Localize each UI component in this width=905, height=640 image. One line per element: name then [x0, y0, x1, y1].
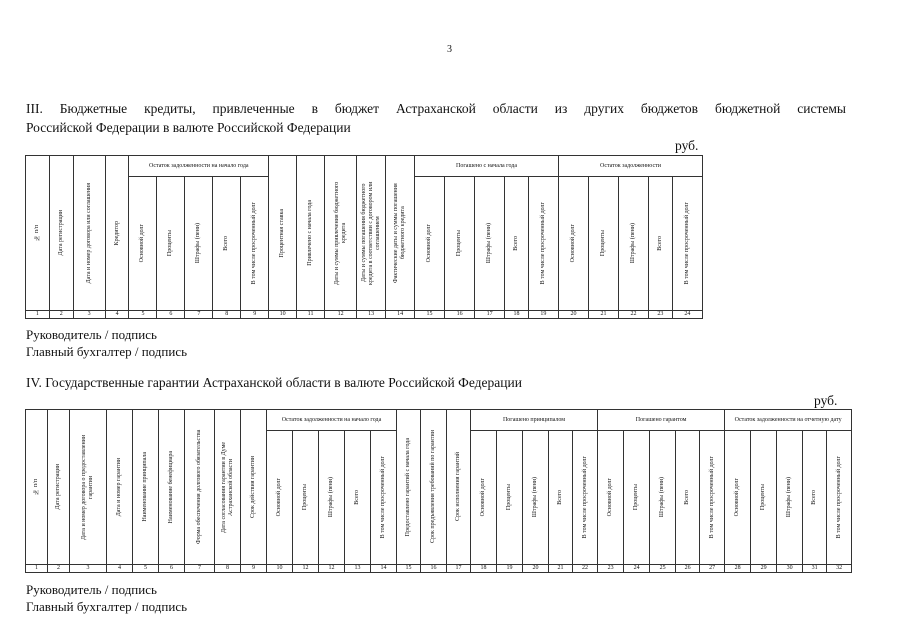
s4-g3-interest: Проценты	[624, 431, 650, 565]
s3-g2-principal: Основной долг	[415, 177, 445, 311]
s4-g1-principal: Основной долг	[267, 431, 293, 565]
s4-header-repaid-guarantor: Погашено гарантом	[598, 410, 725, 431]
column-number-cell: 13	[357, 311, 386, 319]
s3-header-balance: Остаток задолженности	[558, 156, 702, 177]
s4-g3-principal: Основной долг	[598, 431, 624, 565]
s4-g1-overdue: В том числе просроченный долг	[371, 431, 397, 565]
s3-g2-penalties: Штрафы (пени)	[475, 177, 505, 311]
s4-header-principal-name: Наименование принципала	[133, 410, 159, 565]
s4-signature-accountant: Главный бухгалтер / подпись	[26, 599, 188, 614]
s3-header-agreement: Дата и номер договора или соглашения	[73, 156, 105, 311]
column-number-cell: 3	[73, 311, 105, 319]
s4-g4-interest: Проценты	[751, 431, 777, 565]
column-number-cell: 31	[803, 565, 827, 573]
column-number-cell: 12	[319, 565, 345, 573]
s3-header-attraction-dates: Даты и суммы привлечения бюджетного кредита	[325, 156, 357, 311]
s3-header-num: № п/п	[26, 156, 50, 311]
s4-header-registration-date: Дата регистрации	[48, 410, 70, 565]
s4-header-agreement: Дата и номер договора о предоставлении гарантии	[70, 410, 107, 565]
s4-header-provided: Предоставлено гарантий с начала года	[397, 410, 421, 565]
s3-g1-total: Всего	[213, 177, 241, 311]
s4-g2-principal: Основной долг	[471, 431, 497, 565]
column-number-cell: 17	[447, 565, 471, 573]
s4-header-beneficiary: Наименование бенефициара	[159, 410, 185, 565]
section4-unit: руб.	[814, 393, 838, 408]
column-number-cell: 13	[345, 565, 371, 573]
column-number-cell: 23	[598, 565, 624, 573]
s3-header-attracted: Привлечено с начала года	[297, 156, 325, 311]
column-number-cell: 16	[445, 311, 475, 319]
column-number-cell: 8	[215, 565, 241, 573]
s4-number-row	[26, 565, 852, 573]
s3-g2-overdue: В том числе просроченный долг	[528, 177, 558, 311]
s4-g3-overdue: В том числе просроченный долг	[700, 431, 725, 565]
s4-header-num: № п/п	[26, 410, 48, 565]
section3-title-line2: Российской Федерации в валюте Российской Федерации	[26, 120, 351, 135]
column-number-cell: 9	[241, 565, 267, 573]
column-number-cell: 15	[415, 311, 445, 319]
column-number-cell: 6	[159, 565, 185, 573]
s4-g1-interest: Проценты	[293, 431, 319, 565]
column-number-cell: 18	[505, 311, 529, 319]
column-number-cell: 2	[48, 565, 70, 573]
s3-number-row	[26, 311, 703, 319]
s4-g1-total: Всего	[345, 431, 371, 565]
column-number-cell: 19	[528, 311, 558, 319]
s4-g4-principal: Основной долг	[725, 431, 751, 565]
column-number-cell: 9	[241, 311, 269, 319]
column-number-cell: 12	[293, 565, 319, 573]
column-number-cell: 28	[725, 565, 751, 573]
column-number-cell: 11	[297, 311, 325, 319]
column-number-cell: 20	[558, 311, 588, 319]
column-number-cell: 2	[49, 311, 73, 319]
s4-g2-penalties: Штрафы (пени)	[523, 431, 549, 565]
s3-g1-overdue: В том числе просроченный долг	[241, 177, 269, 311]
s3-header-repaid: Погашено с начала года	[415, 156, 559, 177]
s4-g3-total: Всего	[676, 431, 700, 565]
section4-table	[25, 409, 852, 573]
s3-g1-interest: Проценты	[157, 177, 185, 311]
s4-header-claim-term: Срок предъявления требований по гарантии	[421, 410, 447, 565]
s3-header-registration-date: Дата регистрации	[49, 156, 73, 311]
column-number-cell: 23	[649, 311, 673, 319]
s3-signature-accountant: Главный бухгалтер / подпись	[26, 344, 188, 359]
column-number-cell: 30	[777, 565, 803, 573]
s4-header-approval-date: Дата согласования гарантии в Думе Астраханской области	[215, 410, 241, 565]
column-number-cell: 10	[267, 565, 293, 573]
column-number-cell: 7	[185, 311, 213, 319]
s4-header-balance-report: Остаток задолженности на отчетную дату	[725, 410, 852, 431]
section3-unit: руб.	[675, 138, 699, 153]
s4-g4-penalties: Штрафы (пени)	[777, 431, 803, 565]
column-number-cell: 16	[421, 565, 447, 573]
s3-header-balance-start: Остаток задолженности на начало года	[129, 156, 269, 177]
s3-g3-overdue: В том числе просроченный долг	[672, 177, 702, 311]
s3-header-repayment-dates: Даты и суммы погашения бюджетного кредита в соответствии с договором или соглашением	[357, 156, 386, 311]
s4-header-repaid-principal: Погашено принципалом	[471, 410, 598, 431]
column-number-cell: 1	[26, 311, 50, 319]
s4-header-balance-start: Остаток задолженности на начало года	[267, 410, 397, 431]
column-number-cell: 32	[827, 565, 852, 573]
column-number-cell: 29	[751, 565, 777, 573]
column-number-cell: 20	[523, 565, 549, 573]
column-number-cell: 22	[573, 565, 598, 573]
s4-g3-penalties: Штрафы (пени)	[650, 431, 676, 565]
s3-g3-total: Всего	[649, 177, 673, 311]
column-number-cell: 19	[497, 565, 523, 573]
s4-signature-head: Руководитель / подпись	[26, 582, 157, 597]
s3-g2-interest: Проценты	[445, 177, 475, 311]
column-number-cell: 14	[371, 565, 397, 573]
column-number-cell: 21	[549, 565, 573, 573]
s4-header-validity: Срок действия гарантии	[241, 410, 267, 565]
s4-g2-overdue: В том числе просроченный долг	[573, 431, 598, 565]
column-number-cell: 22	[618, 311, 648, 319]
s3-g3-principal: Основной долг	[558, 177, 588, 311]
column-number-cell: 17	[475, 311, 505, 319]
column-number-cell: 7	[185, 565, 215, 573]
column-number-cell: 12	[325, 311, 357, 319]
column-number-cell: 18	[471, 565, 497, 573]
s3-header-rate: Процентная ставка	[269, 156, 297, 311]
column-number-cell: 8	[213, 311, 241, 319]
s3-g2-total: Всего	[505, 177, 529, 311]
s4-header-security-form: Форма обеспечения долгового обязательства	[185, 410, 215, 565]
section3-table	[25, 155, 703, 319]
column-number-cell: 15	[397, 565, 421, 573]
column-number-cell: 27	[700, 565, 725, 573]
section4-title: IV. Государственные гарантии Астраханской области в валюте Российской Федерации	[26, 375, 522, 390]
s4-g4-total: Всего	[803, 431, 827, 565]
column-number-cell: 26	[676, 565, 700, 573]
page-number: 3	[447, 44, 452, 55]
column-number-cell: 10	[269, 311, 297, 319]
s3-g3-interest: Проценты	[588, 177, 618, 311]
column-number-cell: 21	[588, 311, 618, 319]
s3-g1-penalties: Штрафы (пени)	[185, 177, 213, 311]
column-number-cell: 5	[133, 565, 159, 573]
s3-g3-penalties: Штрафы (пени)	[618, 177, 648, 311]
s4-header-execution-term: Срок исполнения гарантий	[447, 410, 471, 565]
column-number-cell: 5	[129, 311, 157, 319]
s3-header-creditor: Кредитор	[105, 156, 129, 311]
column-number-cell: 6	[157, 311, 185, 319]
column-number-cell: 4	[105, 311, 129, 319]
column-number-cell: 25	[650, 565, 676, 573]
section3-title-line1: III. Бюджетные кредиты, привлеченные в бюджет Астраханской области из других бюджетов бюджетной системы	[26, 101, 846, 116]
column-number-cell: 1	[26, 565, 48, 573]
column-number-cell: 24	[624, 565, 650, 573]
s4-header-guarantee-no: Дата и номер гарантии	[107, 410, 133, 565]
s4-g4-overdue: В том числе просроченный долг	[827, 431, 852, 565]
s3-header-actual-repayment: Фактические даты и суммы погашения бюджетного кредита	[386, 156, 415, 311]
column-number-cell: 3	[70, 565, 107, 573]
s3-signature-head: Руководитель / подпись	[26, 327, 157, 342]
column-number-cell: 24	[672, 311, 702, 319]
column-number-cell: 4	[107, 565, 133, 573]
s4-g2-total: Всего	[549, 431, 573, 565]
s4-g2-interest: Проценты	[497, 431, 523, 565]
s3-g1-principal: Основной долг	[129, 177, 157, 311]
s4-g1-penalties: Штрафы (пени)	[319, 431, 345, 565]
column-number-cell: 14	[386, 311, 415, 319]
